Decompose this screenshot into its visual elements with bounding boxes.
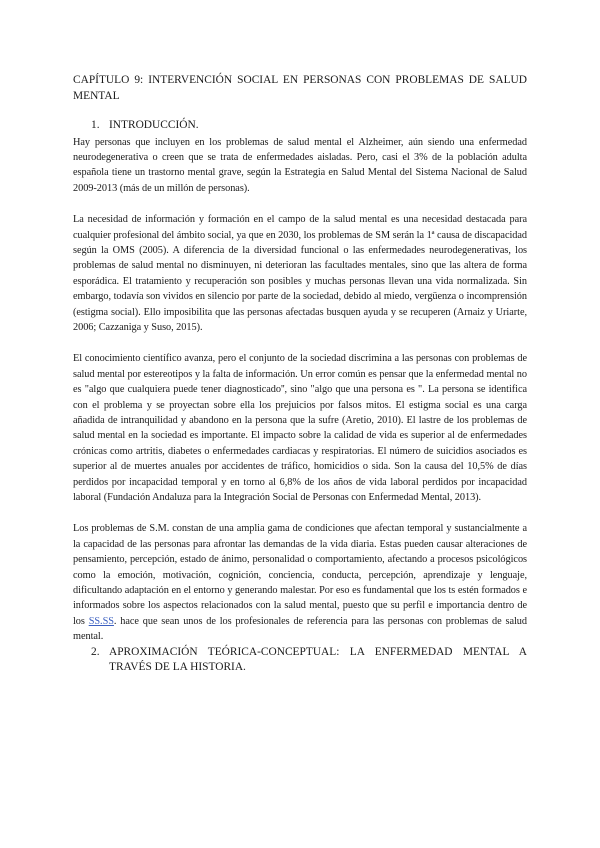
section-title: APROXIMACIÓN TEÓRICA-CONCEPTUAL: LA ENFERMEDAD MENTAL A TRAVÉS DE LA HISTORIA. [109, 645, 527, 674]
paragraph-4 [73, 521, 527, 644]
section-heading-aproximacion [73, 645, 527, 676]
paragraph-1: Hay personas que incluyen en los problemas de salud mental el Alzheimer, aún siendo una enfermedad neurodegenerativa o creen que se trata de enfermedades aisladas. Pero, casi el 3% de la población adulta española tiene un trastorno mental grave, según la Estrategia en Salud Mental del Sistema Nacional de Salud 2009-2013 (más de un millón de personas). [73, 136, 527, 194]
chapter-title: CAPÍTULO 9: INTERVENCIÓN SOCIAL EN PERSONAS CON PROBLEMAS DE SALUD MENTAL [73, 74, 527, 102]
paragraph-4-text-start: Los problemas de S.M. constan de una amplia gama de condiciones que afectan temporal y sustancialmente a la capacidad de las personas para afrontar las demandas de la vida diaria. Estas pueden causar alteraciones de pensamiento, percepción, estado de ánimo, personalidad o comportamiento, afectando a procesos psicológicos como la emoción, motivación, cognición, conciencia, conducta, percepción, aprendizaje y lenguaje, dificultando adaptación en el entorno y generando malestar. Por eso es fundamental que los ts estén formados e informados sobre los aspectos relacionados con la salud mental, puesto que su perfil e importancia dentro de los [73, 523, 527, 627]
paragraph-2: La necesidad de información y formación en el campo de la salud mental es una necesidad destacada para cualquier profesional del ámbito social, ya que en 2030, los problemas de SM serán la 1ª causa de discapacidad según la OMS (2005). A diferencia de la diversidad funcional o las enfermedades neurodegenerativas, los problemas de salud mental no disminuyen, ni deterioran las facultades mentales, sino que las altera de forma esporádica. El tratamiento y recuperación son posibles y muchas personas llevan una vida normalizada. Sin embargo, todavía son vividos en silencio por parte de la sociedad, debido al miedo, vergüenza o incomprensión (estigma social). Ello imposibilita que las personas afectadas busquen ayuda y se recuperen (Arnaiz y Uriarte, 2006; Cazzaniga y Suso, 2015). [73, 214, 527, 333]
section-number: 2. [91, 645, 100, 658]
page-content [73, 72, 527, 676]
section-title: INTRODUCCIÓN. [109, 119, 199, 131]
section-number: 1. [91, 119, 100, 131]
section-heading-introduccion [73, 118, 527, 134]
paragraph-3: El conocimiento científico avanza, pero el conjunto de la sociedad discrimina a las personas con problemas de salud mental por estereotipos y la falta de información. Un error común es pensar que la enfermedad mental no es "algo que cualquiera puede tener diagnosticado'', sino "algo que una persona es ". La persona se identifica con el problema y se proyectan sobre ella los prejuicios por falsos mitos. El estigma social es una carga añadida de intranquilidad y abandono en la persona que la sufre (Aretio, 2010). El lastre de los problemas de salud mental en la sociedad es importante. El impacto sobre la calidad de vida es superior al de enfermedades crónicas como artritis, diabetes o enfermedades cardiacas y respiratorias. El número de suicidios asociados es superior al de muertes anuales por accidentes de tráfico, homicidios o sida. Son la causa del 10,5% de días perdidos por incapacidad temporal y en torno al 6,8% de los años de vida laboral perdidos por incapacidad laboral (Fundación Andaluza para la Integración Social de Personas con Enfermedad Mental, 2013). [73, 353, 527, 504]
ss-ss-link[interactable]: SS.SS [88, 615, 114, 627]
paragraph-4-text-end: . hace que sean unos de los profesionales de referencia para las personas con problemas de salud mental. [73, 615, 527, 643]
